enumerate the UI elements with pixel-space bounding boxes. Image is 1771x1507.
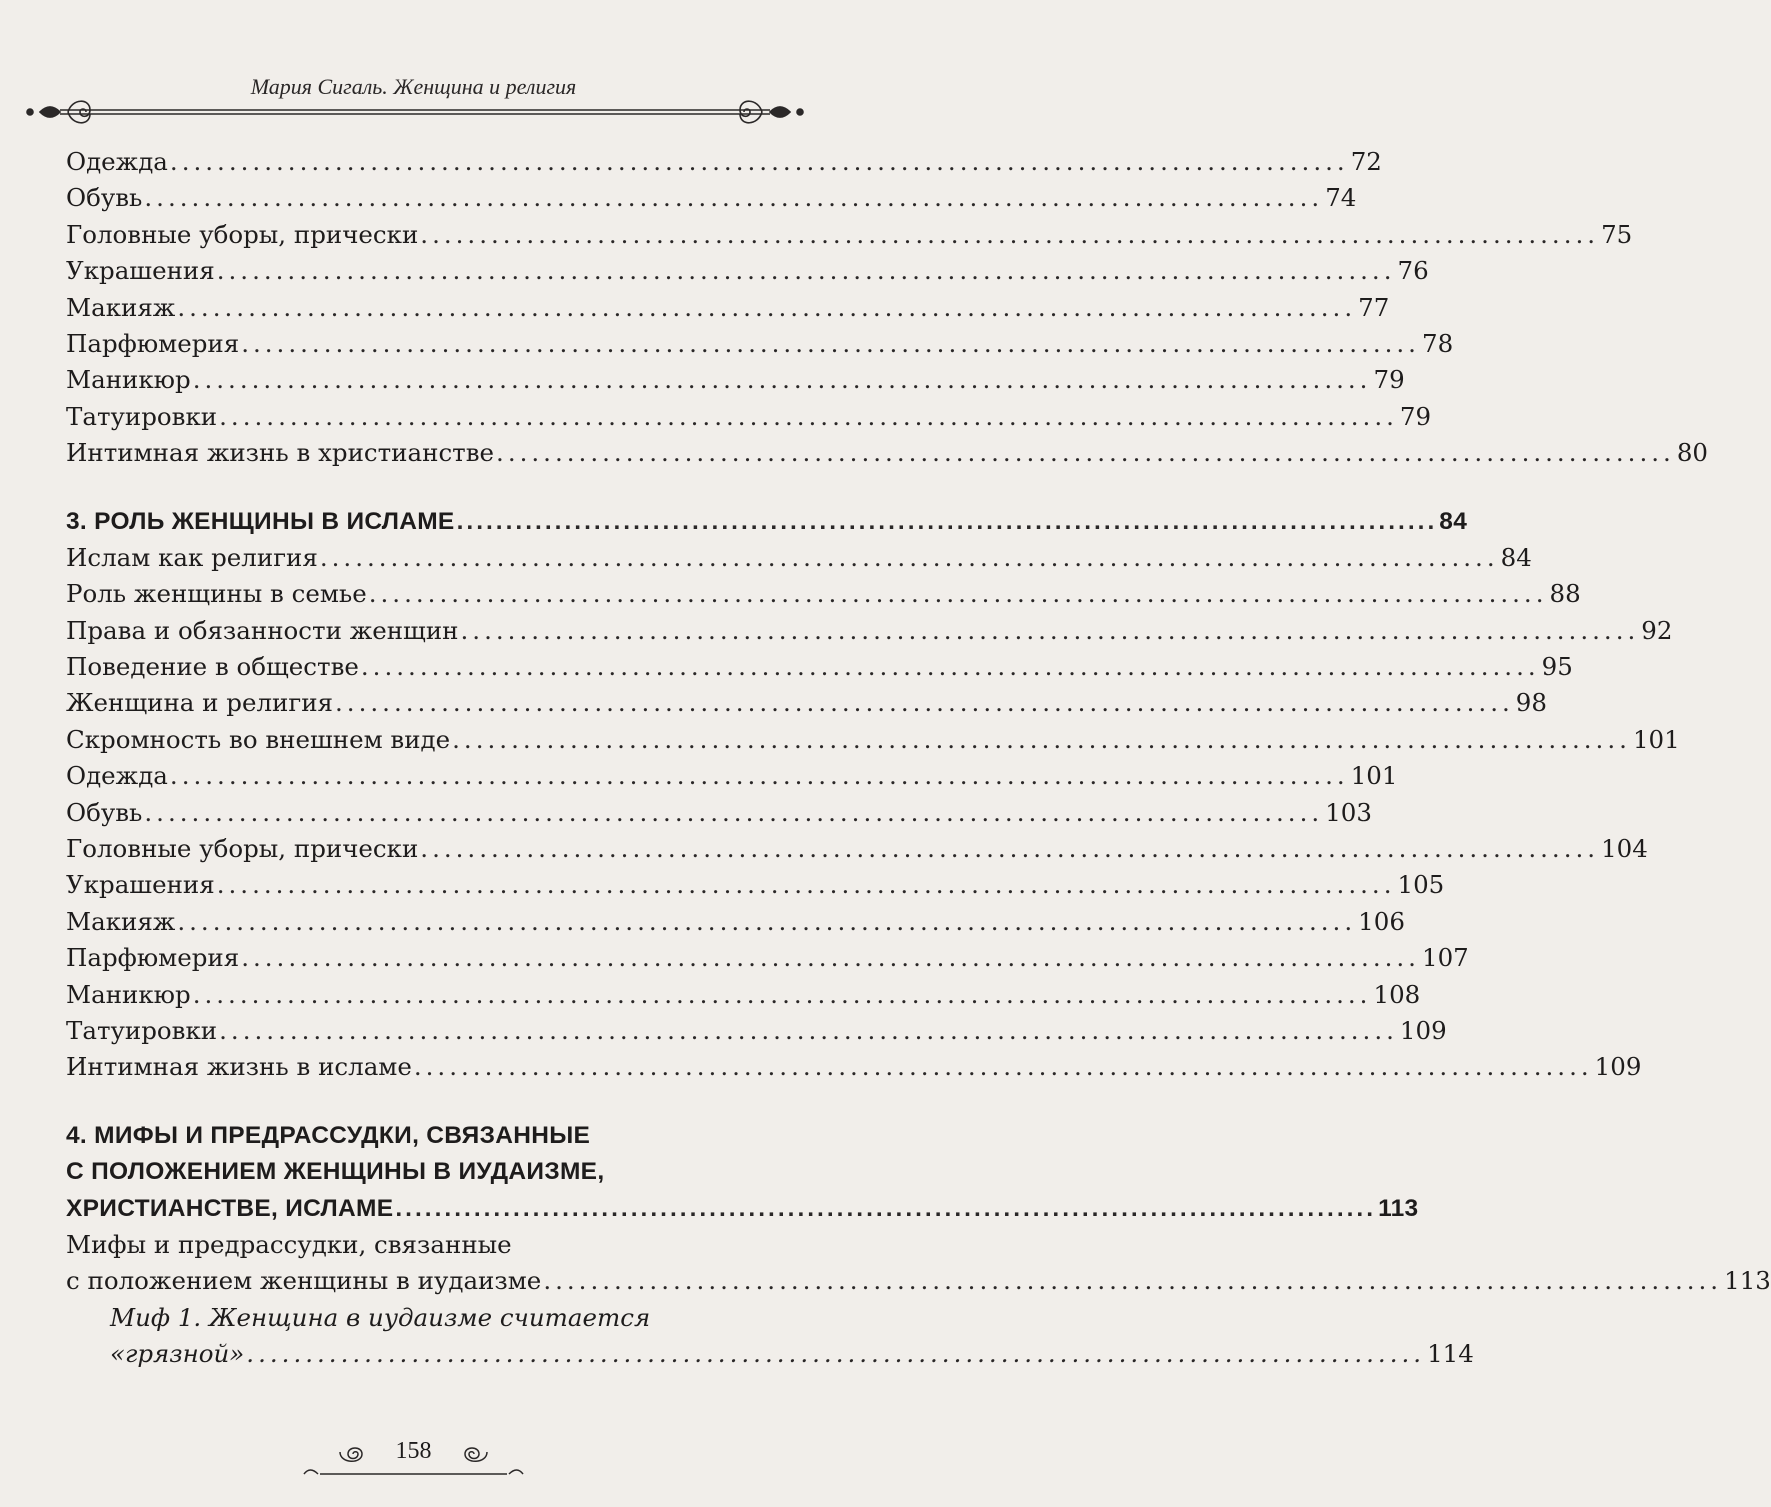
toc-entry: Роль женщины в семье .................................................................................................... 88	[66, 579, 1581, 609]
toc-entry: Макияж .................................................................................................... 77	[66, 292, 1390, 322]
running-head-title: Мария Сигаль. Женщина и религия	[250, 74, 577, 99]
header-flourish-icon	[20, 88, 810, 138]
running-head	[0, 70, 827, 140]
toc-entry: Татуировки .................................................................................................... 109	[66, 1015, 1447, 1045]
toc-entry: Татуировки .................................................................................................... 79	[66, 401, 1432, 431]
toc-entry: Маникюр .................................................................................................... 108	[66, 979, 1421, 1009]
toc-entry: Парфюмерия .................................................................................................... 78	[66, 328, 1454, 358]
toc-chapter-heading: ХРИСТИАНСТВЕ, ИСЛАМЕ .................................................................................................... 113	[66, 1194, 1419, 1222]
toc-subentry: «грязной» .................................................................................................... 114	[110, 1339, 1474, 1369]
toc-entry: Головные уборы, прически .................................................................................................... 75	[66, 219, 1633, 249]
toc-entry: Украшения .................................................................................................... 105	[66, 870, 1445, 900]
toc-entry: Макияж .................................................................................................... 106	[66, 906, 1405, 936]
toc-chapter-heading-line: С ПОЛОЖЕНИЕМ ЖЕНЩИНЫ В ИУДАИЗМЕ,	[66, 1158, 605, 1186]
toc-entry: Женщина и религия .................................................................................................... 98	[66, 688, 1547, 718]
toc-entry: Парфюмерия .................................................................................................... 107	[66, 943, 1469, 973]
toc-entry: Одежда .................................................................................................... 101	[66, 761, 1398, 791]
toc-subentry-line: Миф 1. Женщина в иудаизме считается	[110, 1302, 651, 1332]
toc-entry: Головные уборы, прически .................................................................................................... 104	[66, 834, 1648, 864]
toc-entry: Права и обязанности женщин .................................................................................................... 92	[66, 615, 1673, 645]
toc-entry: Маникюр .................................................................................................... 79	[66, 365, 1405, 395]
toc-entry: Интимная жизнь в исламе .................................................................................................... 109	[66, 1052, 1642, 1082]
toc-entry: Скромность во внешнем виде .................................................................................................... 101	[66, 724, 1680, 754]
toc-entry: Интимная жизнь в христианстве .................................................................................................... 80	[66, 438, 1709, 468]
toc-entry: Обувь .................................................................................................... 103	[66, 797, 1372, 827]
toc-entry-line: Мифы и предрассудки, связанные	[66, 1229, 512, 1259]
page-number-text: 158	[395, 1438, 432, 1464]
page-number	[300, 1430, 527, 1480]
toc-entry: Поведение в обществе .................................................................................................... 95	[66, 652, 1573, 682]
table-of-contents	[66, 144, 1771, 1373]
toc-entry: Одежда .................................................................................................... 72	[66, 147, 1382, 176]
toc-chapter-heading: 3. РОЛЬ ЖЕНЩИНЫ В ИСЛАМЕ .................................................................................................... 84	[66, 507, 1468, 535]
toc-entry: с положением женщины в иудаизме .................................................................................................... 113	[66, 1266, 1771, 1296]
toc-entry: Украшения .................................................................................................... 76	[66, 256, 1429, 286]
toc-entry: Обувь .................................................................................................... 74	[66, 183, 1357, 213]
toc-chapter-heading-line: 4. МИФЫ И ПРЕДРАССУДКИ, СВЯЗАННЫЕ	[66, 1121, 591, 1149]
toc-entry: Ислам как религия .................................................................................................... 84	[66, 542, 1532, 572]
